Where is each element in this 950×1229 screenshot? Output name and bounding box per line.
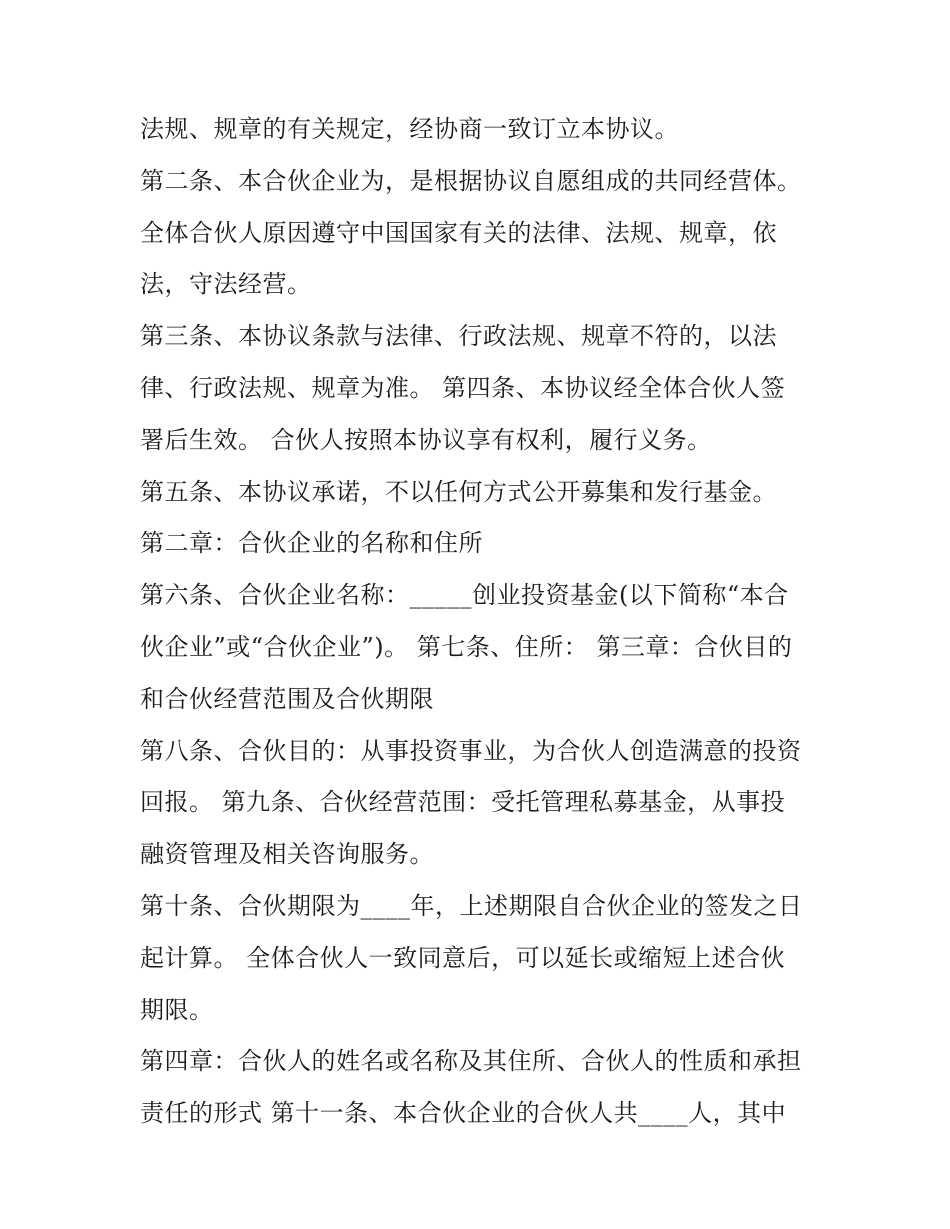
text-line: 法，守法经营。 — [140, 270, 312, 299]
text-line: 责任的形式 第十一条、本合伙企业的合伙人共____人，其中 — [140, 1099, 787, 1128]
text-line: 第三条、本协议条款与法律、行政法规、规章不符的，以法 — [140, 322, 777, 351]
text-line: 全体合伙人原因遵守中国国家有关的法律、法规、规章，依 — [140, 218, 777, 247]
text-line: 伙企业”或“合伙企业”)。 第七条、住所： 第三章：合伙目的 — [140, 632, 793, 661]
document-body — [140, 104, 820, 1140]
text-line: 第五条、本协议承诺，不以任何方式公开募集和发行基金。 — [140, 477, 777, 506]
text-line: 起计算。 全体合伙人一致同意后，可以延长或缩短上述合伙 — [140, 943, 786, 972]
text-line: 融资管理及相关咨询服务。 — [140, 840, 434, 869]
text-line: 期限。 — [140, 995, 214, 1024]
text-line: 第二条、本合伙企业为，是根据协议自愿组成的共同经营体。 — [140, 166, 802, 195]
text-line: 法规、规章的有关规定，经协商一致订立本协议。 — [140, 115, 679, 143]
text-line: 署后生效。 合伙人按照本协议享有权利，履行义务。 — [140, 425, 712, 454]
text-line: 律、行政法规、规章为准。 第四条、本协议经全体合伙人签 — [140, 373, 786, 402]
text-line: 第八条、合伙目的：从事投资事业，为合伙人创造满意的投资 — [140, 736, 802, 765]
chapter-heading: 第四章：合伙人的姓名或名称及其住所、合伙人的性质和承担 — [140, 1047, 802, 1076]
text-line: 第十条、合伙期限为____年，上述期限自合伙企业的签发之日 — [140, 891, 803, 920]
chapter-heading: 第二章：合伙企业的名称和住所 — [140, 529, 483, 558]
text-line: 和合伙经营范围及合伙期限 — [140, 684, 434, 713]
text-line: 第六条、合伙企业名称：_____创业投资基金(以下简称“本合 — [140, 581, 789, 610]
text-line: 回报。 第九条、合伙经营范围：受托管理私募基金，从事投 — [140, 788, 786, 817]
